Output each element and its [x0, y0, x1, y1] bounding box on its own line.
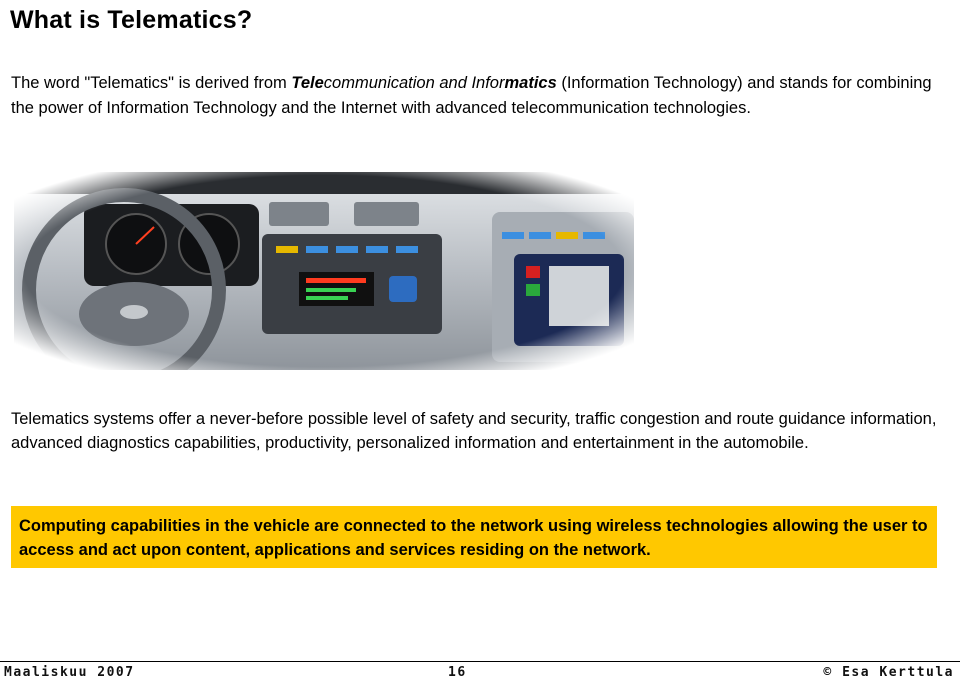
- description-paragraph: Telematics systems offer a never-before possible level of safety and security, traffic congestion and route guidance information, advanced diagnostics capabilities, productivity, personalized information and entertainment in the automobile.: [11, 410, 937, 452]
- intro-paragraph: [11, 71, 951, 121]
- page-title: What is Telematics?: [10, 6, 253, 34]
- dashboard-photo: [14, 172, 634, 370]
- footer-date: Maaliskuu 2007: [4, 665, 135, 680]
- intro-communication-italic: communication and Infor: [323, 74, 505, 92]
- footer-copyright: © Esa Kerttula: [823, 665, 954, 680]
- footer-page-number: 16: [448, 665, 467, 680]
- intro-matics-bold: matics: [504, 74, 557, 92]
- footer-divider: [0, 661, 960, 662]
- intro-text-start: The word "Telematics" is derived from: [11, 74, 292, 92]
- intro-tele-bold: Tele: [291, 74, 324, 92]
- intro-text-end: (Information Technology) and stands for combining the power of Information Technology and the Internet with advanced telecommunication technologies.: [11, 74, 932, 117]
- highlight-box: Computing capabilities in the vehicle are connected to the network using wireless technologies allowing the user to access and act upon content, applications and services residing on the network.: [11, 506, 937, 568]
